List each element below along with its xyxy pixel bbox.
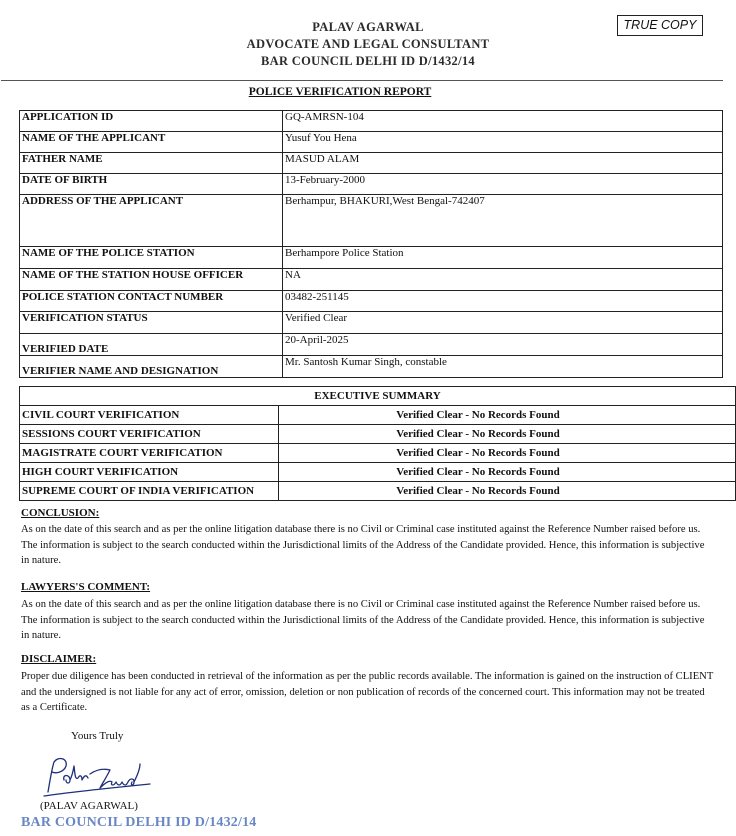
table-row <box>20 174 723 195</box>
summary-label: SESSIONS COURT VERIFICATION <box>20 425 279 444</box>
conclusion-heading: CONCLUSION: <box>21 507 100 519</box>
summary-value: Verified Clear - No Records Found <box>279 482 736 501</box>
detail-label: VERIFICATION STATUS <box>20 312 283 334</box>
table-row <box>20 132 723 153</box>
header-divider <box>1 80 723 81</box>
executive-summary-title: EXECUTIVE SUMMARY <box>20 387 736 406</box>
detail-value: Mr. Santosh Kumar Singh, constable <box>283 356 723 378</box>
conclusion-text: As on the date of this search and as per the online litigation database there is no Civil or Criminal case instituted against the Reference Number raised before us. The information is subject to the search conducted within the Jurisdictional limits of the Address of the Candidate provided. Hence, this information is subjective in nature. <box>21 524 705 567</box>
detail-label: NAME OF THE POLICE STATION <box>20 247 283 269</box>
summary-value: Verified Clear - No Records Found <box>279 406 736 425</box>
bar-council-stamp: BAR COUNCIL DELHI ID D/1432/14 <box>21 815 257 830</box>
table-row <box>20 247 723 269</box>
signature-image <box>40 752 160 800</box>
report-title: POLICE VERIFICATION REPORT <box>248 86 432 98</box>
detail-value: Berhampore Police Station <box>283 247 723 269</box>
advocate-role: ADVOCATE AND LEGAL CONSULTANT <box>246 37 490 51</box>
table-row <box>20 312 723 334</box>
detail-label: NAME OF THE STATION HOUSE OFFICER <box>20 269 283 291</box>
table-row <box>20 387 736 406</box>
table-row <box>20 406 736 425</box>
detail-value: Verified Clear <box>283 312 723 334</box>
table-row <box>20 444 736 463</box>
detail-value: 13-February-2000 <box>283 174 723 195</box>
table-row <box>20 111 723 132</box>
closing-line: Yours Truly <box>71 730 124 742</box>
detail-label: NAME OF THE APPLICANT <box>20 132 283 153</box>
executive-summary-table <box>19 386 736 501</box>
table-row <box>20 425 736 444</box>
detail-label: DATE OF BIRTH <box>20 174 283 195</box>
table-row <box>20 334 723 356</box>
detail-value: NA <box>283 269 723 291</box>
signatory-name: (PALAV AGARWAL) <box>40 800 138 812</box>
detail-value: 03482-251145 <box>283 291 723 312</box>
detail-label: VERIFIED DATE <box>20 334 283 356</box>
summary-label: MAGISTRATE COURT VERIFICATION <box>20 444 279 463</box>
detail-value: 20-April-2025 <box>283 334 723 356</box>
detail-label: POLICE STATION CONTACT NUMBER <box>20 291 283 312</box>
detail-value: MASUD ALAM <box>283 153 723 174</box>
summary-label: HIGH COURT VERIFICATION <box>20 463 279 482</box>
table-row <box>20 482 736 501</box>
table-row <box>20 195 723 247</box>
summary-value: Verified Clear - No Records Found <box>279 463 736 482</box>
summary-value: Verified Clear - No Records Found <box>279 444 736 463</box>
detail-value: GQ-AMRSN-104 <box>283 111 723 132</box>
lawyers-comment-heading: LAWYERS'S COMMENT: <box>21 581 151 593</box>
table-row <box>20 269 723 291</box>
summary-label: CIVIL COURT VERIFICATION <box>20 406 279 425</box>
detail-label: FATHER NAME <box>20 153 283 174</box>
detail-label: VERIFIER NAME AND DESIGNATION <box>20 356 283 378</box>
bar-council-id: BAR COUNCIL DELHI ID D/1432/14 <box>261 54 475 68</box>
summary-value: Verified Clear - No Records Found <box>279 425 736 444</box>
table-row <box>20 153 723 174</box>
table-row <box>20 291 723 312</box>
summary-label: SUPREME COURT OF INDIA VERIFICATION <box>20 482 279 501</box>
true-copy-badge: TRUE COPY <box>617 15 703 36</box>
detail-label: ADDRESS OF THE APPLICANT <box>20 195 283 247</box>
detail-value: Yusuf You Hena <box>283 132 723 153</box>
lawyers-comment-text: As on the date of this search and as per the online litigation database there is no Civil or Criminal case instituted against the Reference Number raised before us. The information is subject to the search conducted within the Jurisdictional limits of the Address of the Candidate provided. Hence, this information is subjective in nature. <box>21 599 705 642</box>
disclaimer-heading: DISCLAIMER: <box>21 653 97 665</box>
table-row <box>20 356 723 378</box>
table-row <box>20 463 736 482</box>
disclaimer-text: Proper due diligence has been conducted in retrieval of the information as per the public records available. The information is gained on the instruction of CLIENT and the undersigned is not liable for any act of error, omission, deletion or non publication of records of the concerned court. This information may not be treated as a Certificate. <box>21 671 714 714</box>
detail-value: Berhampur, BHAKURI,West Bengal-742407 <box>283 195 723 247</box>
detail-label: APPLICATION ID <box>20 111 283 132</box>
advocate-name: PALAV AGARWAL <box>312 20 424 34</box>
details-table <box>19 110 723 378</box>
